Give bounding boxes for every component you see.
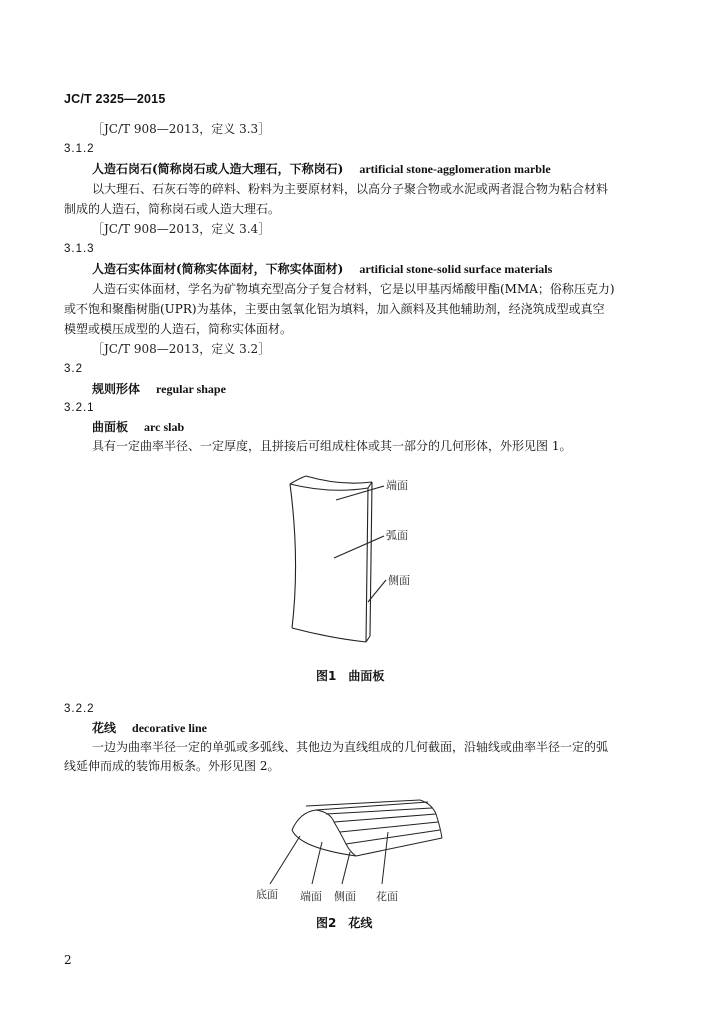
label-end-face: 端面 <box>386 479 408 492</box>
figure-1-caption-number: 图1 <box>316 669 337 683</box>
term-cn-3-2-1: 曲面板 <box>92 420 129 434</box>
standard-code-header: JC/T 2325—2015 <box>64 92 166 106</box>
section-number-3-1-3: 3.1.3 <box>64 243 95 255</box>
definition-3-2-1-line1: 具有一定曲率半径、一定厚度，且拼接后可组成柱体或其一部分的几何形体，外形见图 1。 <box>92 439 572 453</box>
page-number: 2 <box>64 953 72 967</box>
term-cn-3-2-2: 花线 <box>92 721 117 735</box>
label-arc-face: 弧面 <box>386 529 408 542</box>
definition-3-1-3-line2: 或不饱和聚酯树脂(UPR)为基体，主要由氢氧化铝为填料，加入颜料及其他辅助剂，经浇筑成型或真空 <box>64 302 605 316</box>
term-3-2-2 <box>64 718 692 739</box>
term-en-3-2-1: arc slab <box>144 420 185 434</box>
figure-2-caption-number: 图2 <box>316 916 337 930</box>
section-number-3-2-1: 3.2.1 <box>64 402 95 414</box>
term-en-3-2-2: decorative line <box>132 721 207 735</box>
term-en-3-2: regular shape <box>156 382 226 396</box>
term-cn-3-1-3: 人造石实体面材(简称实体面材，下称实体面材) <box>92 262 344 276</box>
figure-2-decorative-line-drawing <box>0 792 724 902</box>
figure-2-caption-text: 花线 <box>348 916 373 930</box>
term-3-2 <box>64 379 692 400</box>
definition-3-2-2-line2: 线延伸而成的装饰用板条。外形见图 2。 <box>64 759 280 773</box>
definition-3-1-3-line1: 人造石实体面材，学名为矿物填充型高分子复合材料，它是以甲基丙烯酸甲酯(MMA；俗称压克力) <box>92 282 615 296</box>
definition-3-1-3-line3: 模塑或模压成型的人造石，简称实体面材。 <box>64 322 293 336</box>
figure-1-caption-text: 曲面板 <box>348 669 385 683</box>
label-side-face: 侧面 <box>388 574 410 587</box>
label-side-face-2: 侧面 <box>334 890 356 903</box>
term-3-1-2 <box>64 159 692 180</box>
term-cn-3-1-2: 人造石岗石(简称岗石或人造大理石，下称岗石) <box>92 162 344 176</box>
definition-3-2-2-line1: 一边为曲率半径一定的单弧或多弧线、其他边为直线组成的几何截面，沿轴线或曲率半径一定的弧 <box>92 740 609 754</box>
reference-3-1-2: ［JC/T 908—2013，定义 3.4］ <box>92 222 271 236</box>
term-en-3-1-3: artificial stone-solid surface materials <box>359 262 553 276</box>
term-3-2-1 <box>64 417 692 438</box>
figure-1-arc-slab-drawing <box>0 470 724 670</box>
definition-3-1-2-line1: 以大理石、石灰石等的碎料、粉料为主要原材料，以高分子聚合物或水泥或两者混合物为粘合材料 <box>92 182 609 196</box>
term-3-1-3 <box>64 259 692 280</box>
section-number-3-1-2: 3.1.2 <box>64 143 95 155</box>
label-end-face-2: 端面 <box>300 890 322 903</box>
section-number-3-2-2: 3.2.2 <box>64 703 95 715</box>
section-number-3-2: 3.2 <box>64 363 83 375</box>
figure-2-caption <box>316 914 372 931</box>
reference-3-1-1: ［JC/T 908—2013，定义 3.3］ <box>92 122 271 136</box>
term-cn-3-2: 规则形体 <box>92 382 141 396</box>
term-en-3-1-2: artificial stone-agglomeration marble <box>359 162 551 176</box>
reference-3-1-3: ［JC/T 908—2013，定义 3.2］ <box>92 342 271 356</box>
figure-1-caption <box>316 667 384 684</box>
label-bottom-face: 底面 <box>256 888 278 901</box>
label-pattern-face: 花面 <box>376 890 398 903</box>
definition-3-1-2-line2: 制成的人造石，简称岗石或人造大理石。 <box>64 202 281 216</box>
